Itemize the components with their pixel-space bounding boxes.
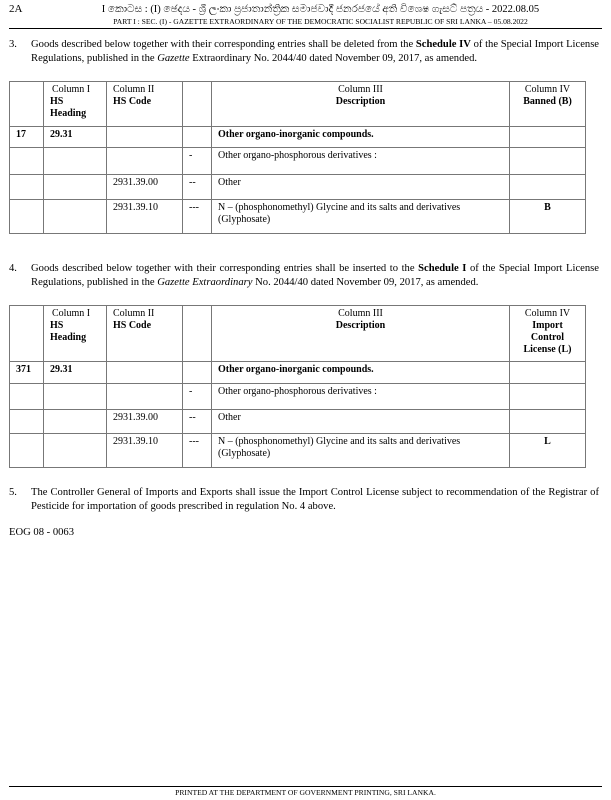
serial-number [10, 384, 44, 410]
table-row [10, 434, 586, 468]
description: Other organo-inorganic compounds. [212, 362, 510, 384]
footer-divider [9, 786, 602, 787]
table-row [10, 362, 586, 384]
indent-dash: --- [183, 200, 212, 234]
hs-code: 2931.39.00 [107, 410, 183, 434]
column-iv-mark: B [510, 200, 586, 234]
hs-code [107, 362, 183, 384]
column-iv-mark [510, 127, 586, 148]
table-row [10, 384, 586, 410]
hs-heading [44, 384, 107, 410]
hs-heading [44, 175, 107, 200]
header-column-4: Column IV Banned (B) [510, 82, 586, 127]
hs-heading [44, 410, 107, 434]
indent-dash: - [183, 384, 212, 410]
column-iv-mark: L [510, 434, 586, 468]
description: N – (phosphonomethyl) Glycine and its salts and derivatives (Glyphosate) [212, 434, 510, 468]
gazette-reference: Gazette Extraordinary [157, 277, 253, 288]
header-column-1: Column I HS Heading [44, 82, 107, 127]
text-run: of the Special Import License Regulations, published in the [31, 39, 600, 64]
indent-dash: --- [183, 434, 212, 468]
header-divider [9, 28, 602, 29]
hs-heading [44, 148, 107, 175]
hs-heading: 29.31 [44, 127, 107, 148]
reference-code: EOG 08 - 0063 [9, 527, 75, 538]
description: Other [212, 175, 510, 200]
schedule-reference: Schedule IV [415, 39, 471, 50]
text-run: No. 2044/40 dated November 09, 2017, as amended. [252, 277, 479, 288]
serial-number [10, 410, 44, 434]
table-header-row [10, 82, 586, 127]
hs-code [107, 148, 183, 175]
column-iv-mark [510, 175, 586, 200]
serial-number: 17 [10, 127, 44, 148]
column-iv-mark [510, 362, 586, 384]
gazette-header [40, 3, 601, 27]
column-iv-mark [510, 384, 586, 410]
text-run: Goods described below together with their corresponding entries shall be inserted to the [31, 263, 419, 274]
table-row [10, 148, 586, 175]
indent-dash: -- [183, 175, 212, 200]
hs-heading: 29.31 [44, 362, 107, 384]
indent-dash: -- [183, 410, 212, 434]
printer-footer: PRINTED AT THE DEPARTMENT OF GOVERNMENT PRINTING, SRI LANKA. [175, 788, 436, 797]
header-column-2: Column II HS Code [107, 82, 183, 127]
column-iv-mark [510, 410, 586, 434]
text-run: Goods described below together with their corresponding entries shall be deleted from the [31, 39, 416, 50]
hs-code [107, 384, 183, 410]
description: N – (phosphonomethyl) Glycine and its salts and derivatives (Glyphosate) [212, 200, 510, 234]
hs-heading [44, 200, 107, 234]
hs-code: 2931.39.00 [107, 175, 183, 200]
gazette-reference: Gazette [157, 53, 190, 64]
paragraph-number: 5. [9, 487, 17, 498]
description: Other organo-phosphorous derivatives : [212, 384, 510, 410]
serial-number [10, 148, 44, 175]
paragraph-text [31, 38, 599, 66]
column-iv-mark [510, 148, 586, 175]
serial-number: 371 [10, 362, 44, 384]
indent-dash [183, 127, 212, 148]
paragraph-number: 3. [9, 39, 17, 50]
paragraph-text: The Controller General of Imports and Exports shall issue the Import Control License subject to recommendation of the Registrar of Pesticide for importation of goods prescribed in regulation No. 4 above. [31, 487, 599, 512]
table-row [10, 410, 586, 434]
header-column-3: Column III Description [212, 82, 510, 127]
paragraph-5 [9, 486, 599, 514]
serial-number [10, 434, 44, 468]
serial-number [10, 175, 44, 200]
description: Other organo-inorganic compounds. [212, 127, 510, 148]
table-row [10, 200, 586, 234]
header-column-1: Column I HS Heading [44, 306, 107, 362]
indent-dash: - [183, 148, 212, 175]
text-run: Extraordinary No. 2044/40 dated November 09, 2017, as amended. [189, 53, 478, 64]
hs-code: 2931.39.10 [107, 200, 183, 234]
serial-number [10, 200, 44, 234]
schedule-reference: Schedule I [418, 263, 467, 274]
header-column-3: Column III Description [212, 306, 510, 362]
hs-code: 2931.39.10 [107, 434, 183, 468]
description: Other organo-phosphorous derivatives : [212, 148, 510, 175]
schedule-i-table [9, 305, 586, 468]
header-english-line: PART I : SEC. (I) - GAZETTE EXTRAORDINARY OF THE DEMOCRATIC SOCIALIST REPUBLIC OF SRI LANKA – 05.08.2022 [113, 17, 528, 26]
paragraph-text [31, 262, 599, 290]
hs-code [107, 127, 183, 148]
paragraph-3 [9, 38, 599, 66]
table-row [10, 175, 586, 200]
paragraph-4 [9, 262, 599, 290]
table-row [10, 127, 586, 148]
paragraph-number: 4. [9, 263, 17, 274]
table-header-row [10, 306, 586, 362]
schedule-iv-table [9, 81, 586, 234]
hs-heading [44, 434, 107, 468]
header-sinhala-line: I කොටස : (I) ඡෙදය - ශ්‍රී ලංකා ප්‍රජාතාන්ත්‍රික සමාජවාදී ජනරජයේ අති විශෙෂ ගැසට් පත්‍රය - 2022.08.05 [101, 4, 540, 15]
page-number: 2A [9, 3, 23, 15]
indent-dash [183, 362, 212, 384]
header-column-4: Column IV Import Control License (L) [510, 306, 586, 362]
header-column-2: Column II HS Code [107, 306, 183, 362]
description: Other [212, 410, 510, 434]
text-run: of the Special Import License Regulations, published in the [31, 263, 599, 288]
